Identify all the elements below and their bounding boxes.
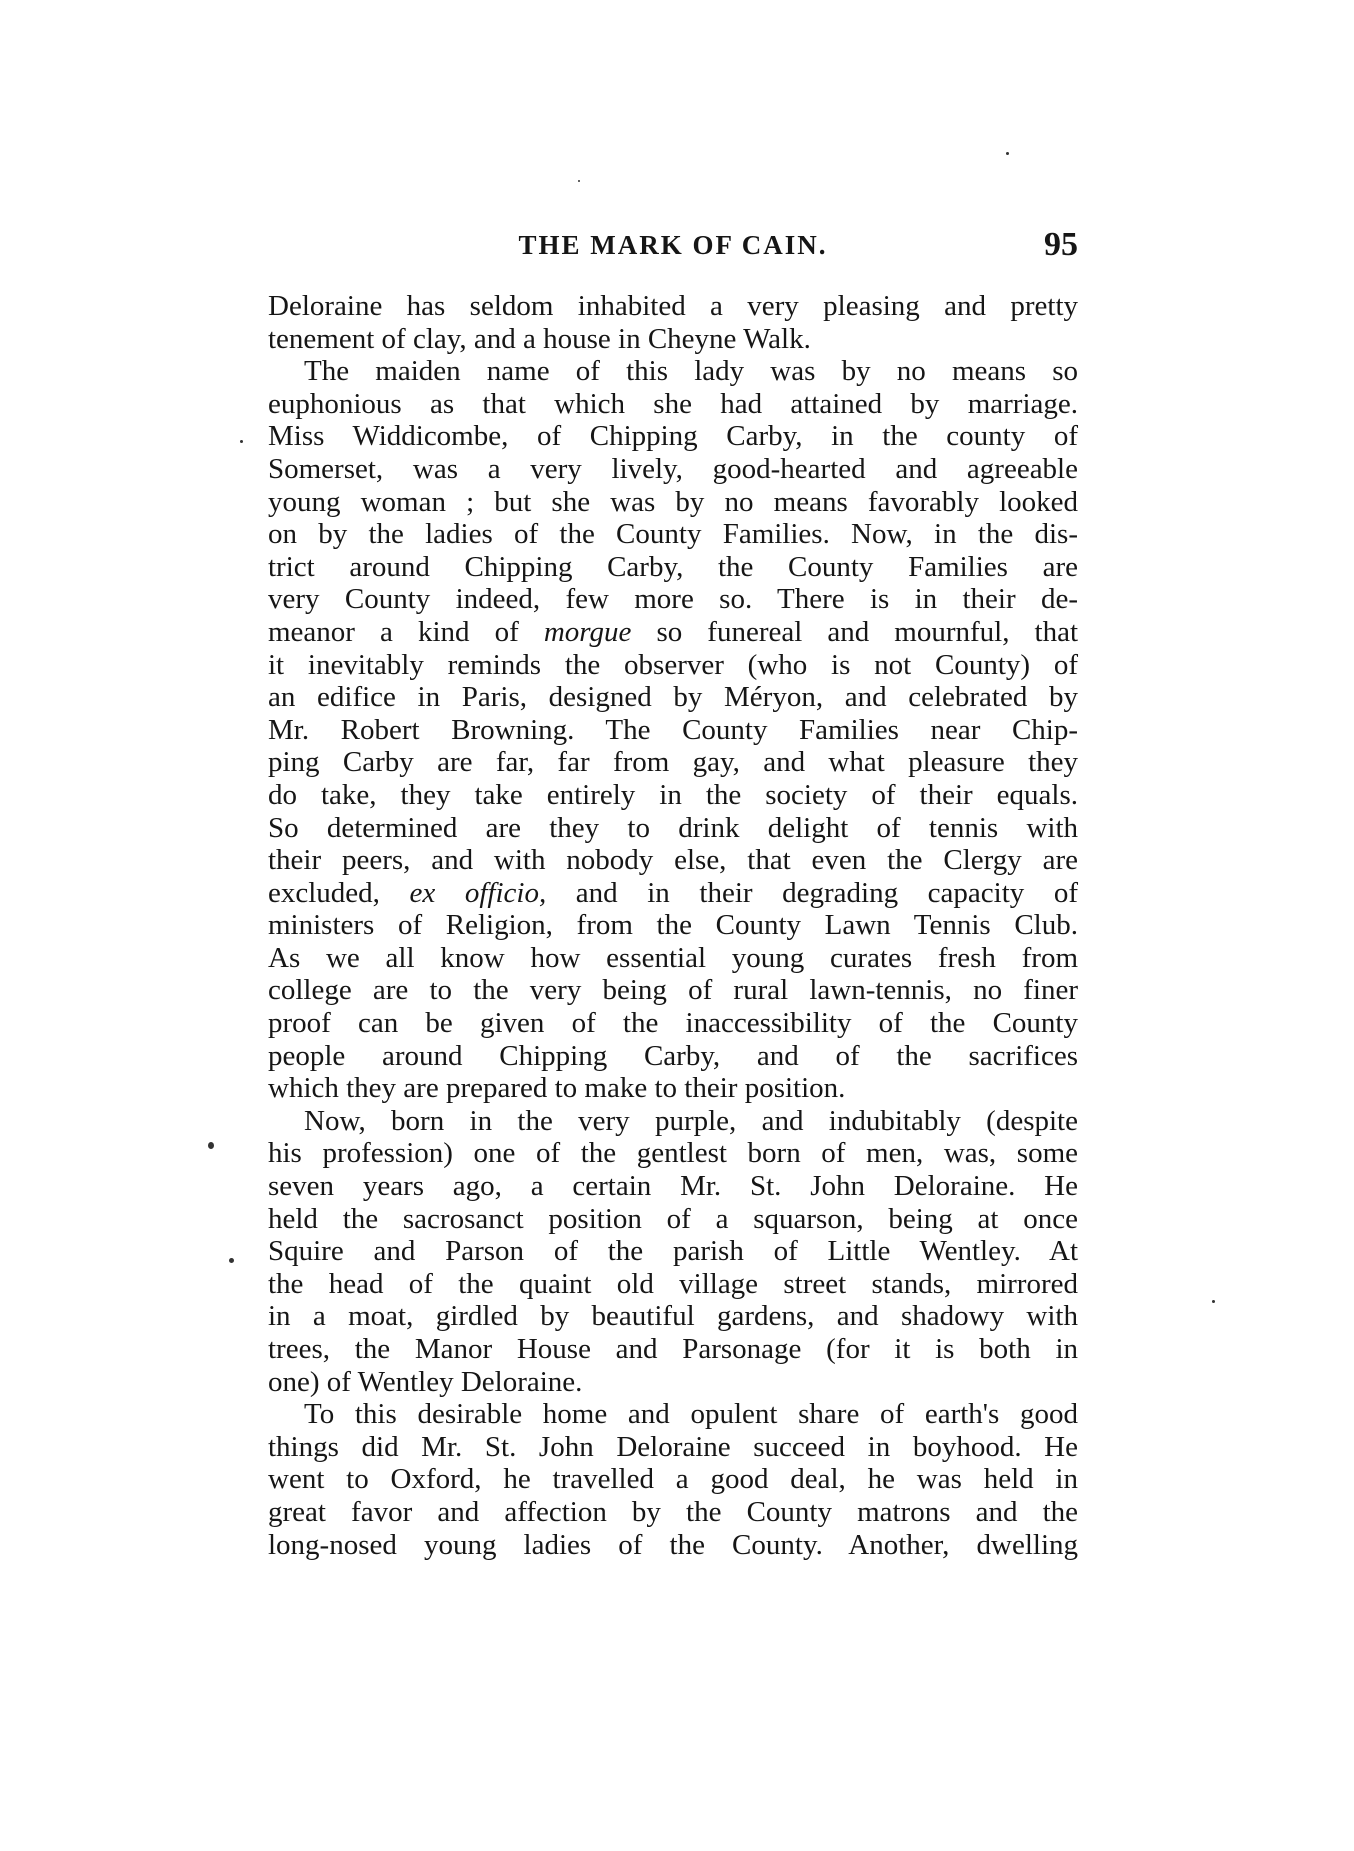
text-line [268, 877, 1078, 910]
text-line [268, 974, 1078, 1007]
text-line [268, 909, 1078, 942]
text-line-content: went to Oxford, he travelled a good deal, he was held in [268, 1463, 1078, 1496]
text-line-content: seven years ago, a certain Mr. St. John Deloraine. He [268, 1170, 1078, 1203]
text-line [268, 1333, 1078, 1366]
text-line-content: trees, the Manor House and Parsonage (for it is both in [268, 1333, 1078, 1365]
text-line [268, 681, 1078, 714]
text-line [268, 355, 1078, 388]
text-line [268, 779, 1078, 812]
text-line-content: The maiden name of this lady was by no means so [304, 355, 1078, 388]
text-line-content: held the sacrosanct position of a squarson, being at once [268, 1202, 1078, 1235]
text-line [268, 1170, 1078, 1203]
text-line-content: meanor a kind of [268, 615, 519, 648]
ink-speck [240, 440, 243, 443]
italic-phrase: ex officio, [409, 876, 547, 909]
text-line [268, 812, 1078, 845]
body-text [268, 290, 1078, 1561]
text-line [268, 551, 1078, 584]
text-line-continuation: so funereal and mournful, that [656, 615, 1079, 648]
text-line [268, 518, 1078, 551]
text-line-content: young woman ; but she was by no means favorably looked [268, 485, 1078, 518]
text-line-content: an edifice in Paris, designed by Méryon, and celebrated by [268, 681, 1078, 714]
text-line [268, 1007, 1078, 1040]
text-line-content: people around Chipping Carby, and of the sacrifices [268, 1039, 1078, 1072]
ink-speck [1212, 1300, 1215, 1303]
italic-phrase: morgue [543, 615, 632, 648]
text-line [268, 1431, 1078, 1464]
text-line [268, 1300, 1078, 1333]
text-line-content: which they are prepared to make to their position. [268, 1072, 846, 1105]
text-line-content: ping Carby are far, far from gay, and what pleasure they [268, 746, 1078, 779]
text-line-content: Somerset, was a very lively, good-hearted and agreeable [268, 452, 1078, 485]
text-line [268, 714, 1078, 747]
text-line [268, 1463, 1078, 1496]
text-line-content: Mr. Robert Browning. The County Families near Chip- [268, 713, 1078, 746]
text-line [268, 616, 1078, 649]
text-line [268, 1137, 1078, 1170]
page-number: 95 [1044, 226, 1078, 263]
text-line-content: trict around Chipping Carby, the County Families are [268, 550, 1078, 583]
text-line-content: great favor and affection by the County matrons and the [268, 1495, 1078, 1528]
text-line [268, 1105, 1078, 1138]
text-line-content: long-nosed young ladies of the County. Another, dwelling [268, 1528, 1078, 1561]
text-line [268, 942, 1078, 975]
text-line-content: very County indeed, few more so. There is in their de- [268, 583, 1078, 616]
text-line-content: proof can be given of the inaccessibility of the County [268, 1007, 1078, 1040]
ink-speck [1006, 152, 1009, 155]
text-line-content: Miss Widdicombe, of Chipping Carby, in the county of [268, 420, 1078, 453]
running-head [268, 226, 1078, 270]
text-line [268, 323, 1078, 356]
text-line-content: the head of the quaint old village street stands, mirrored [268, 1267, 1078, 1300]
text-line-content: his profession) one of the gentlest born of men, was, some [268, 1137, 1078, 1170]
text-line-content: Squire and Parson of the parish of Little Wentley. At [268, 1235, 1078, 1268]
text-line [268, 1203, 1078, 1236]
text-line-content: do take, they take entirely in the society of their equals. [268, 778, 1078, 811]
text-line-content: To this desirable home and opulent share of earth's good [304, 1398, 1078, 1431]
text-line-content: Deloraine has seldom inhabited a very pleasing and pretty [268, 290, 1078, 322]
text-line [268, 420, 1078, 453]
text-line-continuation: and in their degrading capacity of [575, 876, 1079, 909]
text-line-content: excluded, [268, 876, 380, 909]
text-line-content: tenement of clay, and a house in Cheyne Walk. [268, 322, 811, 355]
text-line-content: So determined are they to drink delight of tennis with [268, 811, 1078, 844]
text-line-content: it inevitably reminds the observer (who is not County) of [268, 648, 1078, 681]
text-line-content: Now, born in the very purple, and indubitably (despite [304, 1104, 1078, 1137]
text-line [268, 486, 1078, 519]
text-line [268, 844, 1078, 877]
text-line [268, 1398, 1078, 1431]
text-line-content: euphonious as that which she had attained by marriage. [268, 387, 1078, 420]
text-line-content: As we all know how essential young curates fresh from [268, 941, 1078, 974]
text-line-content: ministers of Religion, from the County Lawn Tennis Club. [268, 909, 1078, 942]
text-line [268, 1072, 1078, 1105]
text-line [268, 1235, 1078, 1268]
text-line [268, 746, 1078, 779]
ink-speck [578, 180, 580, 182]
text-line [268, 1529, 1078, 1562]
text-line [268, 453, 1078, 486]
text-line-content: on by the ladies of the County Families. Now, in the dis- [268, 518, 1078, 551]
text-line [268, 649, 1078, 682]
running-title: THE MARK OF CAIN. [518, 230, 828, 260]
text-line [268, 1496, 1078, 1529]
text-line-content: in a moat, girdled by beautiful gardens, and shadowy with [268, 1300, 1078, 1333]
text-line-content: their peers, and with nobody else, that even the Clergy are [268, 844, 1078, 877]
text-line [268, 1268, 1078, 1301]
text-line [268, 388, 1078, 421]
ink-speck [229, 1258, 234, 1263]
text-line [268, 1040, 1078, 1073]
text-line [268, 1366, 1078, 1399]
text-line [268, 583, 1078, 616]
ink-speck [208, 1142, 214, 1149]
text-line [268, 290, 1078, 323]
text-line-content: one) of Wentley Deloraine. [268, 1365, 583, 1398]
text-line-content: things did Mr. St. John Deloraine succeed in boyhood. He [268, 1430, 1078, 1463]
text-line-content: college are to the very being of rural lawn-tennis, no finer [268, 974, 1078, 1007]
